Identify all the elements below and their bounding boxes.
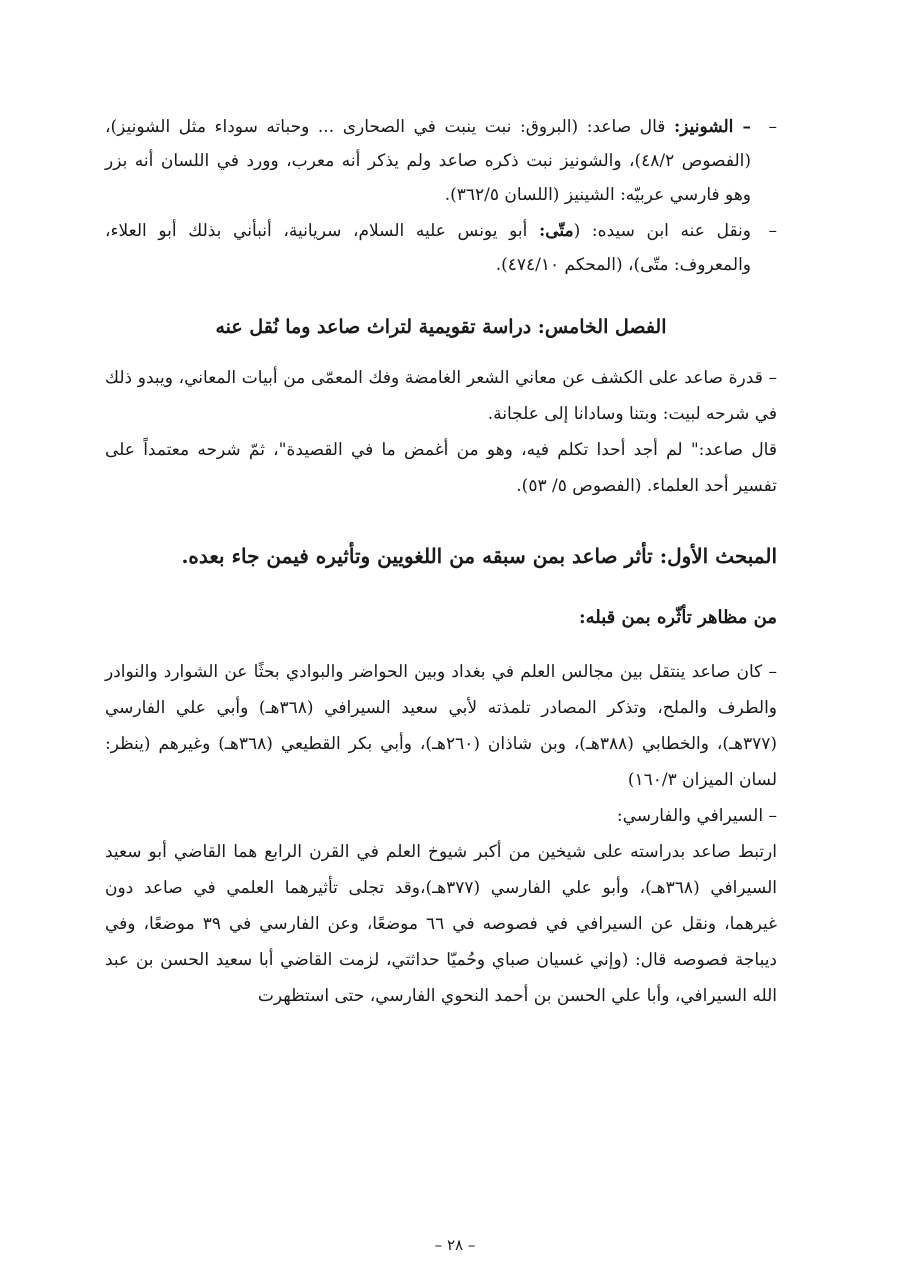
list-item-matta <box>105 214 777 282</box>
bullet-dash: – <box>768 221 777 241</box>
subsection-title: من مظاهر تأثّره بمن قبله: <box>579 606 777 628</box>
item-text-before: ونقل عنه ابن سيده: ( <box>573 221 751 241</box>
section-paragraph-1: – كان صاعد ينتقل بين مجالس العلم في بغداد وبين الحواضر والبوادي بحثًا عن الشوارد والنوادر والطرف والملح، وتذكر المصادر تلمذته لأبي سعيد السيرافي (٣٦٨هـ) وأبي علي الفارسي (٣٧٧هـ)، والخطابي (٣٨٨هـ)، وبن شاذان (٢٦٠هـ)، وأبي بكر القطيعي (٣٦٨هـ) وغيرهم (ينظر: لسان الميزان ١٦٠/٣) <box>105 661 777 790</box>
section-paragraph-3: ارتبط صاعد بدراسته على شيخين من أكبر شيوخ العلم في القرن الرابع هما القاضي أبو سعيد السيرافي (٣٦٨هـ)، وأبو علي الفارسي (٣٧٧هـ)،وقد تجلى تأثيرهما العلمي في صاعد دون غيرهما، ونقل عن السيرافي في فصوصه في ٦٦ موضعًا، وعن الفارسي في ٣٩ موضعًا، وفي ديباجة فصوصه قال: (وإني غسيان صباي وحُميّا حداثتي، لزمت القاضي أبا سعيد الحسن بن عبد الله السيرافي، وأبا علي الحسن بن أحمد النحوي الفارسي، حتى استظهرت <box>105 841 777 1006</box>
bullet-dash: – <box>768 117 777 137</box>
term-shuniz: – الشونيز: <box>674 117 751 137</box>
chapter-title: الفصل الخامس: دراسة تقويمية لتراث صاعد وما نُقل عنه <box>215 316 667 338</box>
section-paragraph-2: – السيرافي والفارسي: <box>616 805 777 826</box>
item-text: قال صاعد: (البروق: نبت ينبت في الصحارى ... وحباته سوداء مثل الشونيز)، (الفصوص ٤٨/٢)، والشونيز نبت ذكره صاعد ولم يذكر أنه معرب، وورد في اللسان أنه بزر وهو فارسي عربيّه: الشينيز (اللسان ٣٦٢/٥). <box>105 117 751 205</box>
item-text-after: أبو يونس عليه السلام، سريانية، أنبأني بذلك أبو العلاء، والمعروف: متّى)، (المحكم ٤٧٤/١٠). <box>105 221 751 275</box>
term-matta: متّى: <box>538 221 574 241</box>
page-content <box>105 110 777 1014</box>
list-item-shuniz <box>105 110 777 212</box>
chapter-paragraph-1: – قدرة صاعد على الكشف عن معاني الشعر الغامضة وفك المعمّى من أبيات المعاني، ويبدو ذلك في شرحه لبيت: وبتنا وسادانا إلى علجانة. <box>105 367 777 424</box>
section-title: المبحث الأول: تأثر صاعد بمن سبقه من اللغويين وتأثيره فيمن جاء بعده. <box>181 543 777 568</box>
page-number: – ٢٨ – <box>434 1236 476 1254</box>
chapter-paragraph-2: قال صاعد:" لم أجد أحدا تكلم فيه، وهو من أغمض ما في القصيدة"، ثمّ شرحه معتمداً على تفسير أحد العلماء. (الفصوص ٥/ ٥٣). <box>105 439 777 496</box>
